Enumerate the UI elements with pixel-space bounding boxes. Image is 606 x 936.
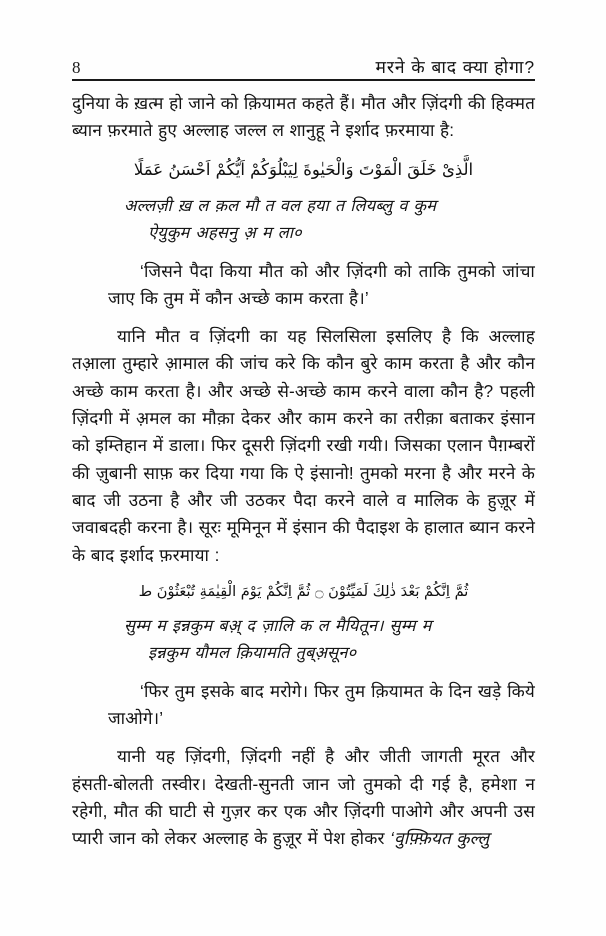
paragraph-intro: दुनिया के ख़त्म हो जाने को क़ियामत कहते हैं। मौत और ज़िंदगी की हिक्मत ब्यान फ़रमाते हुए अल्लाह जल्ल ल शानुहू ने इर्शाद फ़रमाया है: — [72, 94, 535, 141]
spacer — [72, 606, 535, 613]
spacer — [72, 569, 535, 576]
quran-ayah-al-mulk: الَّذِىْ خَلَقَ الْمَوْتَ وَالْحَيٰوةَ لِيَبْلُوَكُمْ اَيُّكُمْ اَحْسَنُ عَمَلًا — [133, 159, 474, 179]
running-head — [72, 46, 535, 76]
running-title: मरने के बाद क्या होगा? — [375, 56, 535, 77]
transliteration-block-2 — [72, 613, 535, 667]
translation-quote-2: ‘फिर तुम इसके बाद मरोगे। फिर तुम क़ियामत के दिन खड़े किये जाओगे।’ — [108, 681, 535, 729]
paragraph-body-1: यानि मौत व ज़िंदगी का यह सिलसिला इसलिए है कि अल्लाह तआ़ला तुम्हारे आ़माल की जांच करे कि कौन बुरे काम करता है और कौन अच्छे काम करता है। और अच्छे से-अच्छे काम करने वाला कौन है? पहली ज़िंदगी में अ़मल का मौक़ा देकर और काम करने का तरीक़ा बताकर इंसान को इम्तिहान में डाला। फिर दूसरी ज़िंदगी रखी गयी। जिसका एलान पैग़म्बरों की ज़ुबानी साफ़ कर दिया गया कि ऐ इंसानो! तुमको मरना है और मरने के बाद जी उठना है और जी उठकर पैदा करने वाले व मालिक के हुज़ूर में जवाबदही करना है। सूरः मूमिनून में इंसान की पैदाइश के हालात ब्यान करने के बाद इर्शाद फ़रमाया : — [72, 327, 535, 565]
spacer — [72, 186, 535, 193]
quran-ayah-al-muminun: ثُمَّ اِنَّكُمْ بَعْدَ ذٰلِكَ لَمَيِّتُوْنَ ۝ ثُمَّ اِنَّكُمْ يَوْمَ الْقِيٰمَةِ تُبْعَثُوْنَ ط — [138, 582, 469, 600]
transliteration-line: ऐयुकुम अहसनु अ़ म ला० — [148, 223, 302, 242]
paragraph-body-2-text: यानी यह ज़िंदगी, ज़िंदगी नहीं है और जीती जागती मूरत और हंसती-बोलती तस्वीर। देखती-सुनती जान जो तुमको दी गई है, हमेशा न रहेगी, मौत की घाटी से गुज़र कर एक और ज़िंदगी पाओगे और अपनी उस प्यारी जान को लेकर अल्लाह के हुज़ूर में पेश होकर — [72, 747, 535, 849]
paragraph-body-2-italic-phrase: ‘वुफ़्फ़ियत कुल्लु — [390, 829, 490, 849]
paragraph-body-2 — [72, 743, 535, 852]
transliteration-block-1 — [72, 193, 535, 247]
translation-quote-1: ‘जिसने पैदा किया मौत को और ज़िंदगी को ताकि तुमको जांचा जाए कि तुम में कौन अच्छे काम करता है।’ — [108, 261, 535, 308]
spacer — [72, 145, 535, 152]
spacer — [72, 732, 535, 743]
spacer — [72, 312, 535, 323]
spacer — [72, 247, 535, 258]
text-column — [72, 90, 535, 853]
page-number: 8 — [72, 58, 81, 77]
header-divider-rule — [72, 79, 535, 81]
transliteration-line: अल्लज़ी ख़ ल क़ल मौ त वल हया त लियब्लु व कुम — [124, 196, 437, 215]
spacer — [72, 667, 535, 678]
transliteration-line: सुम्म म इन्नकुम बअ़् द ज़ालि क ल मैयितून। सुम्म म — [124, 616, 432, 635]
transliteration-line: इन्नकुम यौमल क़ियामति तुब्अ़सून० — [148, 643, 357, 662]
